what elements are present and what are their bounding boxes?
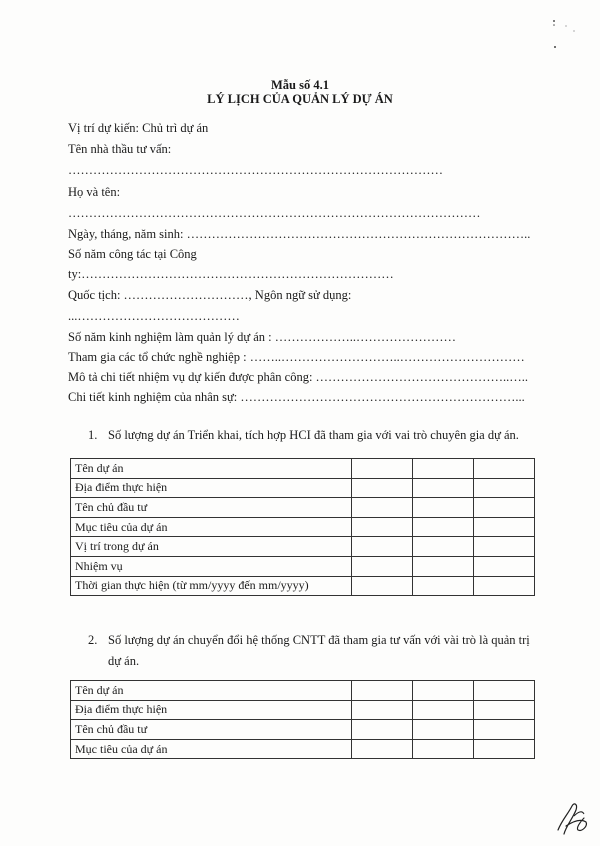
scan-specks [548, 14, 578, 54]
blank-cell[interactable] [474, 498, 535, 518]
table-row [71, 517, 535, 537]
blank-cell[interactable] [474, 720, 535, 740]
field-full-name: Họ và tên: [68, 185, 121, 199]
blank-cell[interactable] [352, 537, 413, 557]
blank-cell[interactable] [413, 576, 474, 596]
field-nationality-language: Quốc tịch: …………………………, Ngôn ngữ sử dụng: [68, 288, 352, 302]
field-position: Vị trí dự kiến: Chủ trì dự án [68, 121, 209, 135]
blank-cell[interactable] [474, 517, 535, 537]
blank-cell[interactable] [352, 739, 413, 759]
blank-cell[interactable] [352, 517, 413, 537]
blank-cell[interactable] [352, 459, 413, 479]
blank-cell[interactable] [352, 720, 413, 740]
row-label: Nhiệm vụ [71, 556, 352, 576]
row-label: Địa điểm thực hiện [71, 478, 352, 498]
blank-cell[interactable] [352, 556, 413, 576]
row-label: Tên chủ đầu tư [71, 498, 352, 518]
blank-cell[interactable] [474, 459, 535, 479]
blank-cell[interactable] [413, 681, 474, 701]
field-years-company: Số năm công tác tại Công [68, 247, 197, 261]
section2-table [70, 680, 535, 759]
blank-cell[interactable] [474, 576, 535, 596]
table-row [71, 576, 535, 596]
row-label: Địa điểm thực hiện [71, 700, 352, 720]
table-row [71, 720, 535, 740]
table-row [71, 498, 535, 518]
field-birth-date: Ngày, tháng, năm sinh: ……………………………………………………………………….. [68, 227, 531, 241]
signature-mark [552, 796, 592, 840]
blank-cell[interactable] [352, 478, 413, 498]
blank-cell[interactable] [413, 720, 474, 740]
row-label: Mục tiêu của dự án [71, 739, 352, 759]
row-label: Tên chủ đầu tư [71, 720, 352, 740]
blank-cell[interactable] [413, 739, 474, 759]
field-consultant-name: Tên nhà thầu tư vấn: [68, 142, 172, 156]
blank-cell[interactable] [474, 700, 535, 720]
blank-cell[interactable] [352, 700, 413, 720]
table-row [71, 478, 535, 498]
section2-text: Số lượng dự án chuyển đổi hệ thống CNTT đã tham gia tư vấn với vài trò là quản trị [108, 633, 530, 647]
blank-cell[interactable] [413, 537, 474, 557]
blank-cell[interactable] [352, 576, 413, 596]
field-experience-details: Chi tiết kinh nghiệm của nhân sự: …………………………………………………………... [68, 390, 525, 404]
row-label: Tên dự án [71, 681, 352, 701]
field-consultant-dots: ……………………………………………………………………………… [68, 163, 443, 177]
row-label: Thời gian thực hiện (từ mm/yyyy đến mm/yyyy) [71, 576, 352, 596]
table-row [71, 681, 535, 701]
field-years-company-cont: ty:………………………………………………………………… [68, 267, 394, 281]
section2-heading [88, 632, 530, 648]
row-label: Tên dự án [71, 459, 352, 479]
blank-cell[interactable] [413, 459, 474, 479]
row-label: Mục tiêu của dự án [71, 517, 352, 537]
blank-cell[interactable] [474, 556, 535, 576]
section2-text-cont: dự án. [108, 654, 140, 668]
table-row [71, 700, 535, 720]
field-pm-experience: Số năm kinh nghiệm làm quản lý dự án : ………………..…………………… [68, 330, 457, 344]
blank-cell[interactable] [413, 517, 474, 537]
blank-cell[interactable] [474, 478, 535, 498]
form-number: Mẫu số 4.1 [271, 78, 329, 92]
field-task-description: Mô tả chi tiết nhiệm vụ dự kiến được phân công: ………………………………………..….. [68, 370, 529, 384]
table-row [71, 556, 535, 576]
table-row [71, 537, 535, 557]
table-row [71, 459, 535, 479]
blank-cell[interactable] [413, 478, 474, 498]
blank-cell[interactable] [474, 739, 535, 759]
blank-cell[interactable] [413, 498, 474, 518]
form-title: LÝ LỊCH CỦA QUẢN LÝ DỰ ÁN [207, 92, 393, 106]
blank-cell[interactable] [413, 700, 474, 720]
table-row [71, 739, 535, 759]
section1-text: Số lượng dự án Triển khai, tích hợp HCI đã tham gia với vai trò chuyên gia dự án. [108, 428, 519, 442]
blank-cell[interactable] [474, 681, 535, 701]
row-label: Vị trí trong dự án [71, 537, 352, 557]
section1-table [70, 458, 535, 596]
field-language-dots: ...………………………………… [68, 309, 240, 323]
blank-cell[interactable] [352, 681, 413, 701]
blank-cell[interactable] [413, 556, 474, 576]
blank-cell[interactable] [474, 537, 535, 557]
section1-number: 1. [88, 428, 98, 442]
section2-number: 2. [88, 633, 98, 647]
field-full-name-dots: ……………………………………………………………………………………… [68, 206, 481, 220]
section1-heading [88, 427, 519, 443]
blank-cell[interactable] [352, 498, 413, 518]
field-professional-orgs: Tham gia các tổ chức nghề nghiệp : ……..………………………..………………………… [68, 350, 525, 364]
